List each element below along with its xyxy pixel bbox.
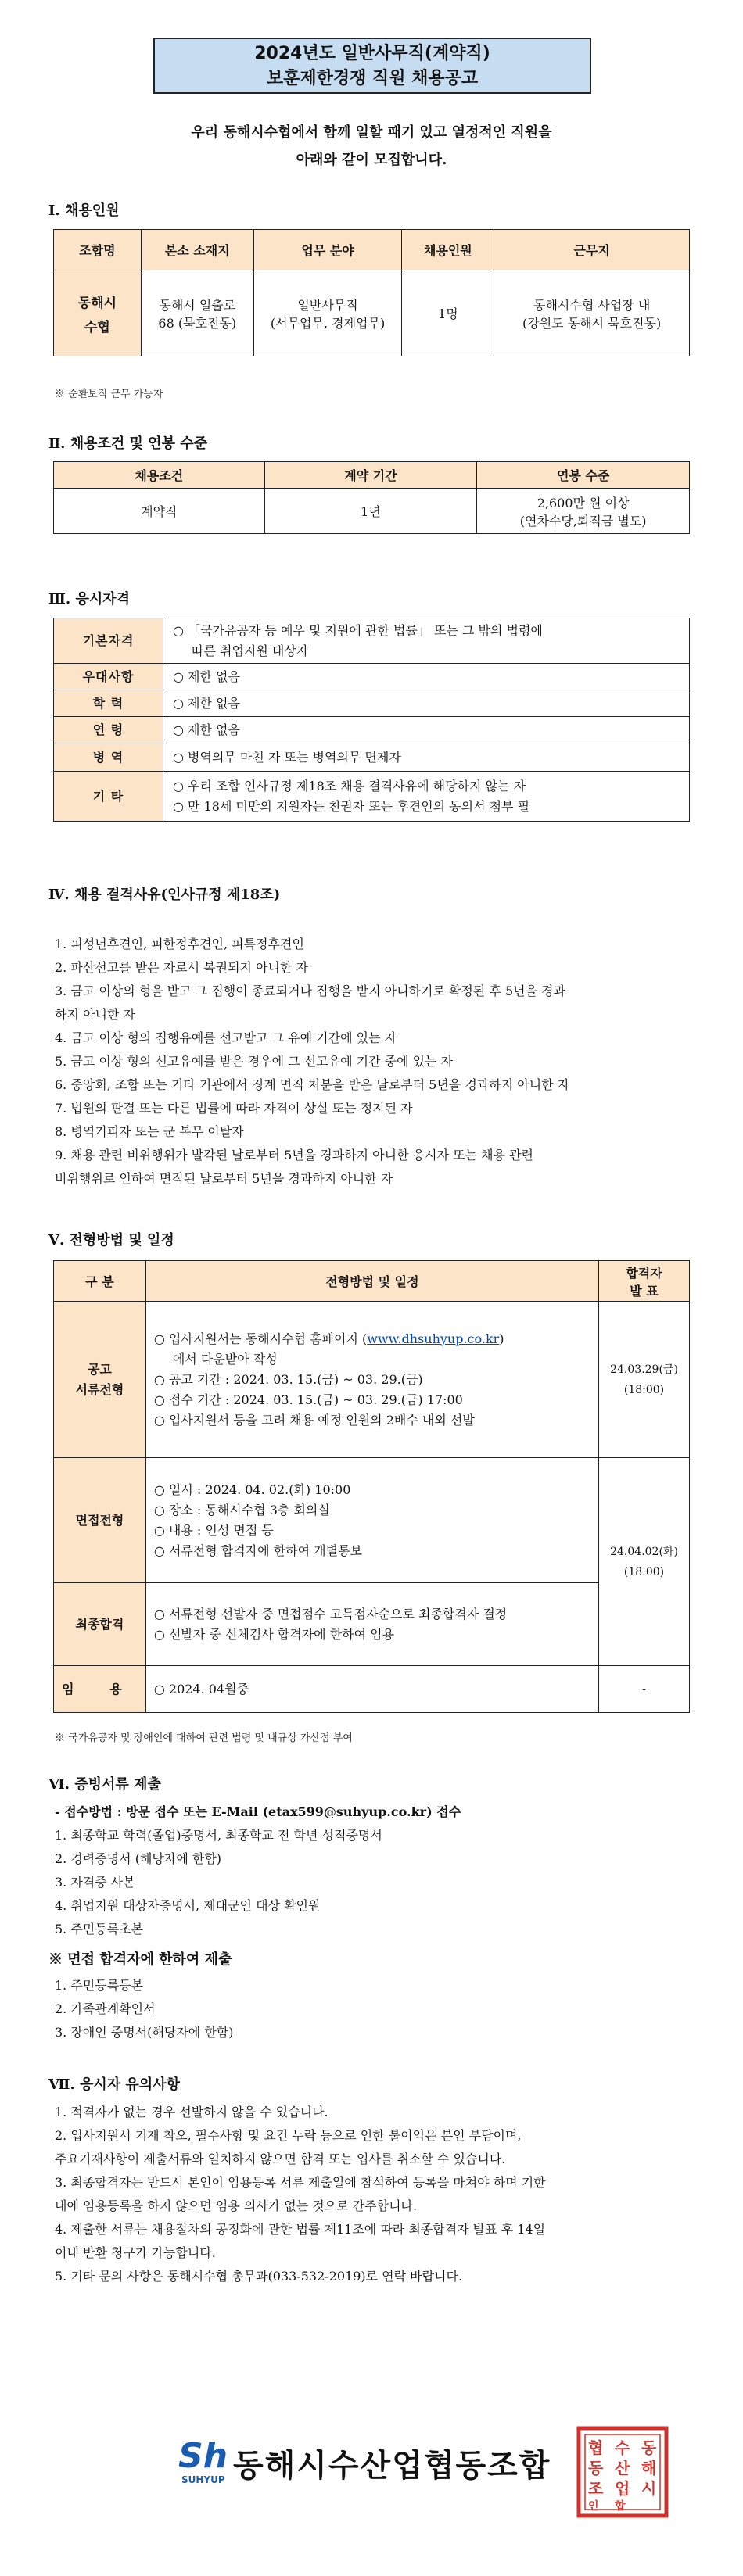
workplace-line2: (강원도 동해시 묵호진동): [522, 315, 662, 331]
section1-note: ※ 순환보직 근무 가능자: [55, 389, 163, 400]
official-seal-icon: [576, 2425, 669, 2519]
count-cell: 1명: [402, 270, 494, 356]
qual-basic-line2: 따른 취업지원 대상자: [192, 643, 309, 658]
org-cell: [54, 270, 142, 356]
address-line2: 68 (묵호진동): [158, 315, 237, 331]
qual-label-preference: 우대사항: [54, 664, 163, 690]
address-line1: 동해시 일출로: [159, 297, 236, 313]
svg-text:인: 인: [588, 2500, 599, 2513]
final-label: 최종합격: [54, 1583, 146, 1666]
interview-docs-list: [55, 1974, 704, 2044]
doc-label-line2: 서류전형: [75, 1381, 124, 1397]
conditions-table: [53, 461, 690, 534]
doc-line-a-close: ): [499, 1331, 504, 1346]
doc-result-time: (18:00): [623, 1383, 665, 1396]
section3-heading: Ⅲ. 응시자격: [48, 591, 131, 607]
field-line1: 일반사무직: [297, 297, 358, 313]
notice-title-box: [153, 38, 591, 94]
disq-item: 2. 파산선고를 받은 자로서 복권되지 아니한 자: [55, 960, 308, 975]
disqualification-list: [55, 933, 704, 1191]
interview-result-date: 24.04.02(화): [610, 1545, 678, 1558]
disq-item: 1. 피성년후견인, 피한정후견인, 피특정후견인: [55, 937, 304, 951]
th-org: 조합명: [54, 230, 142, 270]
doc-line-a-cont: 에서 다운받아 작성: [172, 1351, 278, 1367]
qual-age: ○ 제한 없음: [163, 717, 690, 743]
qual-label-military: 병 역: [54, 743, 163, 772]
org-line1: 동해시: [77, 295, 117, 311]
interview-details: [145, 1458, 598, 1583]
th-method: 전형방법 및 일정: [145, 1261, 598, 1302]
section1-heading: Ⅰ. 채용인원: [48, 202, 120, 219]
section2-heading: Ⅱ. 채용조건 및 연봉 수준: [48, 435, 207, 452]
svg-text:조: 조: [588, 2479, 604, 2498]
notice-title-line2: 보훈제한경쟁 직원 채용공고: [266, 69, 479, 88]
intro-line2: 아래와 같이 모집합니다.: [296, 152, 447, 168]
org-line2: 수협: [84, 319, 110, 335]
period-cell: 1년: [264, 489, 477, 534]
document-item: 3. 자격증 사본: [55, 1875, 135, 1890]
disq-item: 7. 법원의 판결 또는 다른 법률에 따라 자격이 상실 또는 정지된 자: [55, 1101, 413, 1116]
qual-label-etc: 기 타: [54, 772, 163, 822]
qual-basic: [163, 618, 690, 664]
notice-title-line1: 2024년도 일반사무직(계약직): [254, 44, 490, 63]
disq-item-cont: 비위행위로 인하여 면직된 날로부터 5년을 경과하지 아니한 자: [55, 1171, 393, 1186]
selection-schedule-table: [53, 1260, 690, 1713]
svg-text:협: 협: [588, 2438, 604, 2457]
qual-education: ○ 제한 없음: [163, 690, 690, 717]
workplace-cell: [494, 270, 690, 356]
th-workplace: 근무지: [494, 230, 690, 270]
th-result-line1: 합격자: [626, 1265, 662, 1281]
notice-item: 3. 최종합격자는 반드시 본인이 임용등록 서류 제출일에 참석하여 등록을 마쳐야 하며 기한: [55, 2175, 546, 2190]
appointment-details: ○ 2024. 04월중: [145, 1666, 598, 1713]
doc-result-date: 24.03.29(금): [610, 1363, 678, 1376]
disq-item-cont: 하지 아니한 자: [55, 1007, 135, 1022]
disq-item: 4. 금고 이상 형의 집행유예를 선고받고 그 유예 기간에 있는 자: [55, 1030, 397, 1045]
doc-line-a-text: ○ 입사지원서는 동해시수협 홈페이지 (: [153, 1331, 368, 1346]
qual-basic-line1: ○ 「국가유공자 등 예우 및 지원에 관한 법률」 또는 그 밖의 법령에: [173, 622, 543, 638]
interview-label: 면접전형: [54, 1458, 146, 1583]
document-item: 4. 취업지원 대상자증명서, 제대군인 대상 확인원: [55, 1898, 321, 1913]
svg-text:산: 산: [615, 2459, 630, 2477]
th-condition: 채용조건: [54, 462, 265, 489]
submission-method: - 접수방법 : 방문 접수 또는 E-Mail (etax599@suhyup.co.kr) 접수: [55, 1804, 461, 1819]
doc-label-line1: 공고: [87, 1361, 112, 1377]
th-salary: 연봉 수준: [477, 462, 690, 489]
interview-doc-item: 1. 주민등록등본: [55, 1978, 144, 1993]
disq-item: 6. 중앙회, 조합 또는 기타 기관에서 징계 면직 처분을 받은 날로부터 5년을 경과하지 아니한 자: [55, 1077, 570, 1092]
disq-item: 8. 병역기피자 또는 군 복무 이탈자: [55, 1124, 244, 1139]
field-line2: (서무업무, 경제업무): [270, 315, 386, 331]
notice-item: 5. 기타 문의 사항은 동해시수협 총무과(033-532-2019)로 연락 바랍니다.: [55, 2269, 463, 2284]
th-count: 채용인원: [402, 230, 494, 270]
footer: [0, 2424, 743, 2576]
documents-list: [55, 1800, 704, 1941]
qual-etc-line1: ○ 우리 조합 인사규정 제18조 채용 결격사유에 해당하지 않는 자: [173, 778, 526, 794]
svg-text:업: 업: [615, 2479, 630, 2498]
notice-item-cont: 주요기재사항이 제출서류와 일치하지 않으면 합격 또는 입사를 취소할 수 있습니다.: [55, 2151, 506, 2166]
notice-item-cont: 내에 임용등록을 하지 않으면 임용 의사가 없는 것으로 간주합니다.: [55, 2198, 418, 2213]
interview-line-d: ○ 서류전형 합격자에 한하여 개별통보: [153, 1542, 362, 1558]
salary-cell: [477, 489, 690, 534]
recruit-count-table: [53, 229, 690, 356]
interview-result: [599, 1458, 690, 1666]
interview-line-a: ○ 일시 : 2024. 04. 02.(화) 10:00: [153, 1481, 351, 1497]
interview-doc-item: 2. 가족관계확인서: [55, 2001, 156, 2016]
svg-text:시: 시: [641, 2479, 657, 2498]
final-line-a: ○ 서류전형 선발자 중 면접점수 고득점자순으로 최종합격자 결정: [153, 1606, 508, 1621]
section5-note: ※ 국가유공자 및 장애인에 대하여 관련 법령 및 내규상 가산점 부여: [55, 1732, 353, 1744]
interview-line-c: ○ 내용 : 인성 면접 등: [153, 1522, 274, 1538]
section5-heading: Ⅴ. 전형방법 및 일정: [48, 1232, 174, 1249]
th-category: 구 분: [54, 1261, 146, 1302]
salary-line2: (연차수당,퇴직금 별도): [519, 513, 647, 528]
organization-name: 동해시수산업협동조합: [233, 2448, 551, 2484]
document-item: 5. 주민등록초본: [55, 1922, 144, 1936]
interview-docs-heading: ※ 면접 합격자에 한하여 제출: [48, 1951, 232, 1968]
notices-list: [55, 2101, 704, 2288]
interview-result-time: (18:00): [623, 1565, 665, 1578]
appointment-result: -: [599, 1666, 690, 1713]
qual-label-education: 학 력: [54, 690, 163, 717]
intro-text: [0, 119, 743, 174]
appointment-label: 임 용: [54, 1666, 146, 1713]
qual-etc: [163, 772, 690, 822]
section4-heading: Ⅳ. 채용 결격사유(인사규정 제18조): [48, 887, 281, 903]
qual-preference: ○ 제한 없음: [163, 664, 690, 690]
disq-item: 3. 금고 이상의 형을 받고 그 집행이 종료되거나 집행을 받지 아니하기로 확정된 후 5년을 경과: [55, 983, 566, 998]
svg-text:동: 동: [641, 2438, 657, 2457]
qual-label-basic: 기본자격: [54, 618, 163, 664]
notice-item: 2. 입사지원서 기재 착오, 필수사항 및 요건 누락 등으로 인한 불이익은 본인 부담이며,: [55, 2128, 522, 2143]
logo-sub: SUHYUP: [181, 2474, 225, 2485]
disq-item: 9. 채용 관련 비위행위가 발각된 날로부터 5년을 경과하지 아니한 응시자 또는 채용 관련: [55, 1148, 533, 1163]
interview-doc-item: 3. 장애인 증명서(해당자에 한함): [55, 2025, 234, 2040]
doc-line-b: ○ 공고 기간 : 2024. 03. 15.(금) ~ 03. 29.(금): [153, 1371, 423, 1387]
address-cell: [141, 270, 253, 356]
doc-line-c: ○ 접수 기간 : 2024. 03. 15.(금) ~ 03. 29.(금) 17:00: [153, 1392, 463, 1407]
doc-screening-label: [54, 1302, 146, 1458]
final-details: [145, 1583, 598, 1666]
th-address: 본소 소재지: [141, 230, 253, 270]
condition-cell: 계약직: [54, 489, 265, 534]
notice-item: 1. 적격자가 없는 경우 선발하지 않을 수 있습니다.: [55, 2105, 328, 2119]
section7-heading: Ⅶ. 응시자 유의사항: [48, 2076, 180, 2093]
homepage-link[interactable]: www.dhsuhyup.co.kr: [367, 1331, 500, 1346]
section6-heading: Ⅵ. 증빙서류 제출: [48, 1776, 161, 1793]
qual-label-age: 연 령: [54, 717, 163, 743]
svg-text:해: 해: [641, 2459, 657, 2477]
doc-screening-details: [145, 1302, 598, 1458]
th-result: [599, 1261, 690, 1302]
qual-etc-line2: ○ 만 18세 미만의 지원자는 친권자 또는 후견인의 동의서 첨부 필: [173, 798, 530, 814]
workplace-line1: 동해시수협 사업장 내: [533, 297, 651, 313]
intro-line1: 우리 동해시수협에서 함께 일할 패기 있고 열정적인 직원을: [191, 124, 552, 141]
interview-line-b: ○ 장소 : 동해시수협 3층 회의실: [153, 1502, 330, 1517]
notice-item: 4. 제출한 서류는 채용절차의 공정화에 관한 법률 제11조에 따라 최종합격자 발표 후 14일: [55, 2222, 546, 2237]
field-cell: [253, 270, 402, 356]
final-line-b: ○ 선발자 중 신체검사 합격자에 한하여 임용: [153, 1626, 395, 1642]
notice-item-cont: 이내 반환 청구가 가능합니다.: [55, 2245, 216, 2260]
qualifications-table: [53, 618, 690, 822]
svg-text:합: 합: [615, 2500, 626, 2513]
qual-military: ○ 병역의무 마친 자 또는 병역의무 면제자: [163, 743, 690, 772]
suhyup-logo-icon: [174, 2433, 241, 2488]
th-field: 업무 분야: [253, 230, 402, 270]
doc-line-d: ○ 입사지원서 등을 고려 채용 예정 인원의 2배수 내외 선발: [153, 1412, 475, 1428]
logo-mark: Sh: [178, 2436, 228, 2476]
svg-text:동: 동: [588, 2459, 604, 2477]
th-result-line2: 발 표: [630, 1283, 659, 1299]
doc-result: [599, 1302, 690, 1458]
svg-text:수: 수: [615, 2438, 630, 2457]
document-item: 1. 최종학교 학력(졸업)증명서, 최종학교 전 학년 성적증명서: [55, 1828, 382, 1843]
disq-item: 5. 금고 이상 형의 선고유예를 받은 경우에 그 선고유예 기간 중에 있는 자: [55, 1054, 454, 1069]
salary-line1: 2,600만 원 이상: [537, 495, 630, 511]
document-item: 2. 경력증명서 (해당자에 한함): [55, 1851, 222, 1866]
th-period: 계약 기간: [264, 462, 477, 489]
doc-line-a: [154, 1329, 590, 1349]
